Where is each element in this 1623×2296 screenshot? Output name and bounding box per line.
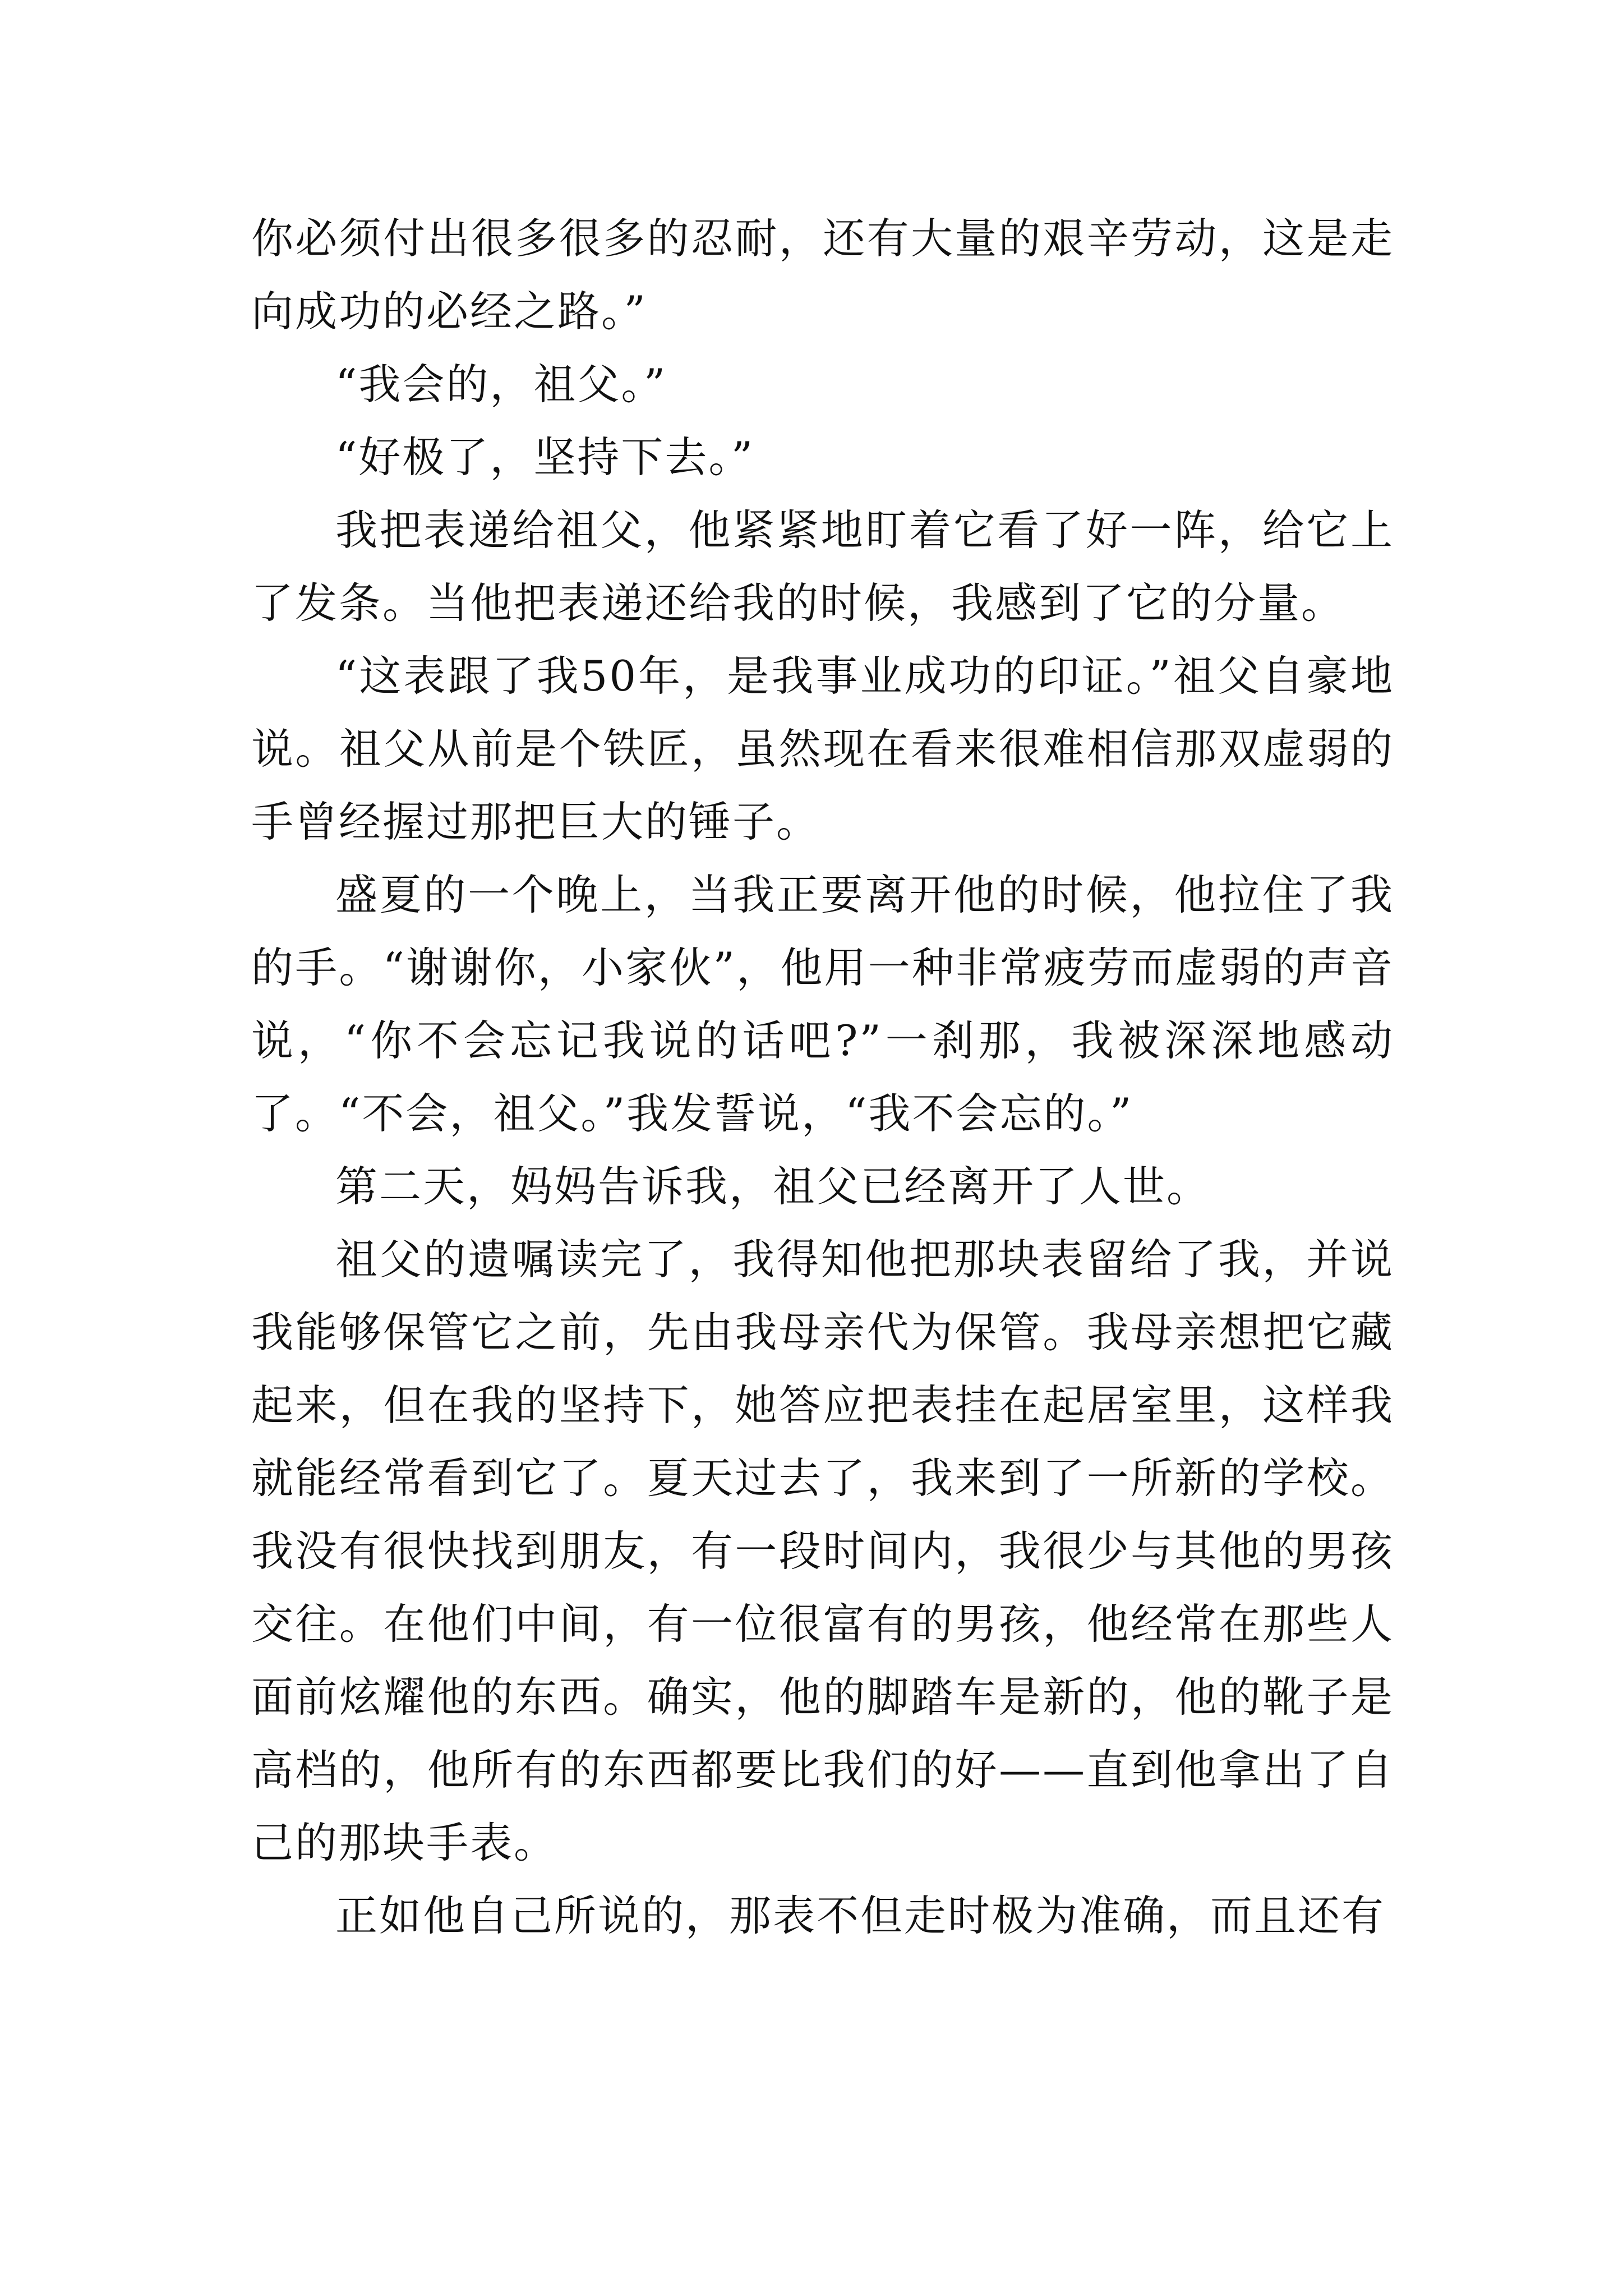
paragraph-5: “这表跟了我50年，是我事业成功的印证。”祖父自豪地说。祖父从前是个铁匠，虽然现在看来很难相信那双虚弱的手曾经握过那把巨大的锤子。 [251, 651, 1394, 846]
paragraph-2: “我会的，祖父。” [335, 360, 667, 409]
paragraph-6: 盛夏的一个晚上，当我正要离开他的时候，他拉住了我的手。“谢谢你，小家伙”，他用一种非常疲劳而虚弱的声音说，“你不会忘记我说的话吧?”一刹那，我被深深地感动了。“不会，祖父。”我发誓说，“我不会忘的。” [251, 870, 1394, 1138]
paragraph-8: 祖父的遗嘱读完了，我得知他把那块表留给了我，并说我能够保管它之前，先由我母亲代为保管。我母亲想把它藏起来，但在我的坚持下，她答应把表挂在起居室里，这样我就能经常看到它了。夏天过去了，我来到了一所新的学校。我没有很快找到朋友，有一段时间内，我很少与其他的男孩交往。在他们中间，有一位很富有的男孩，他经常在那些人面前炫耀他的东西。确实，他的脚踏车是新的，他的靴子是高档的，他所有的东西都要比我们的好——直到他拿出了自己的那块手表。 [251, 1235, 1394, 1867]
paragraph-7: 第二天，妈妈告诉我，祖父已经离开了人世。 [335, 1162, 1211, 1211]
body-text [251, 202, 1394, 1952]
paragraph-9: 正如他自己所说的，那表不但走时极为准确，而且还有 [335, 1891, 1386, 1940]
paragraph-1: 你必须付出很多很多的忍耐，还有大量的艰辛劳动，这是走向成功的必经之路。” [251, 214, 1394, 336]
paragraph-4: 我把表递给祖父，他紧紧地盯着它看了好一阵，给它上了发条。当他把表递还给我的时候，我感到了它的分量。 [251, 505, 1394, 628]
paragraph-3: “好极了，坚持下去。” [335, 432, 755, 482]
